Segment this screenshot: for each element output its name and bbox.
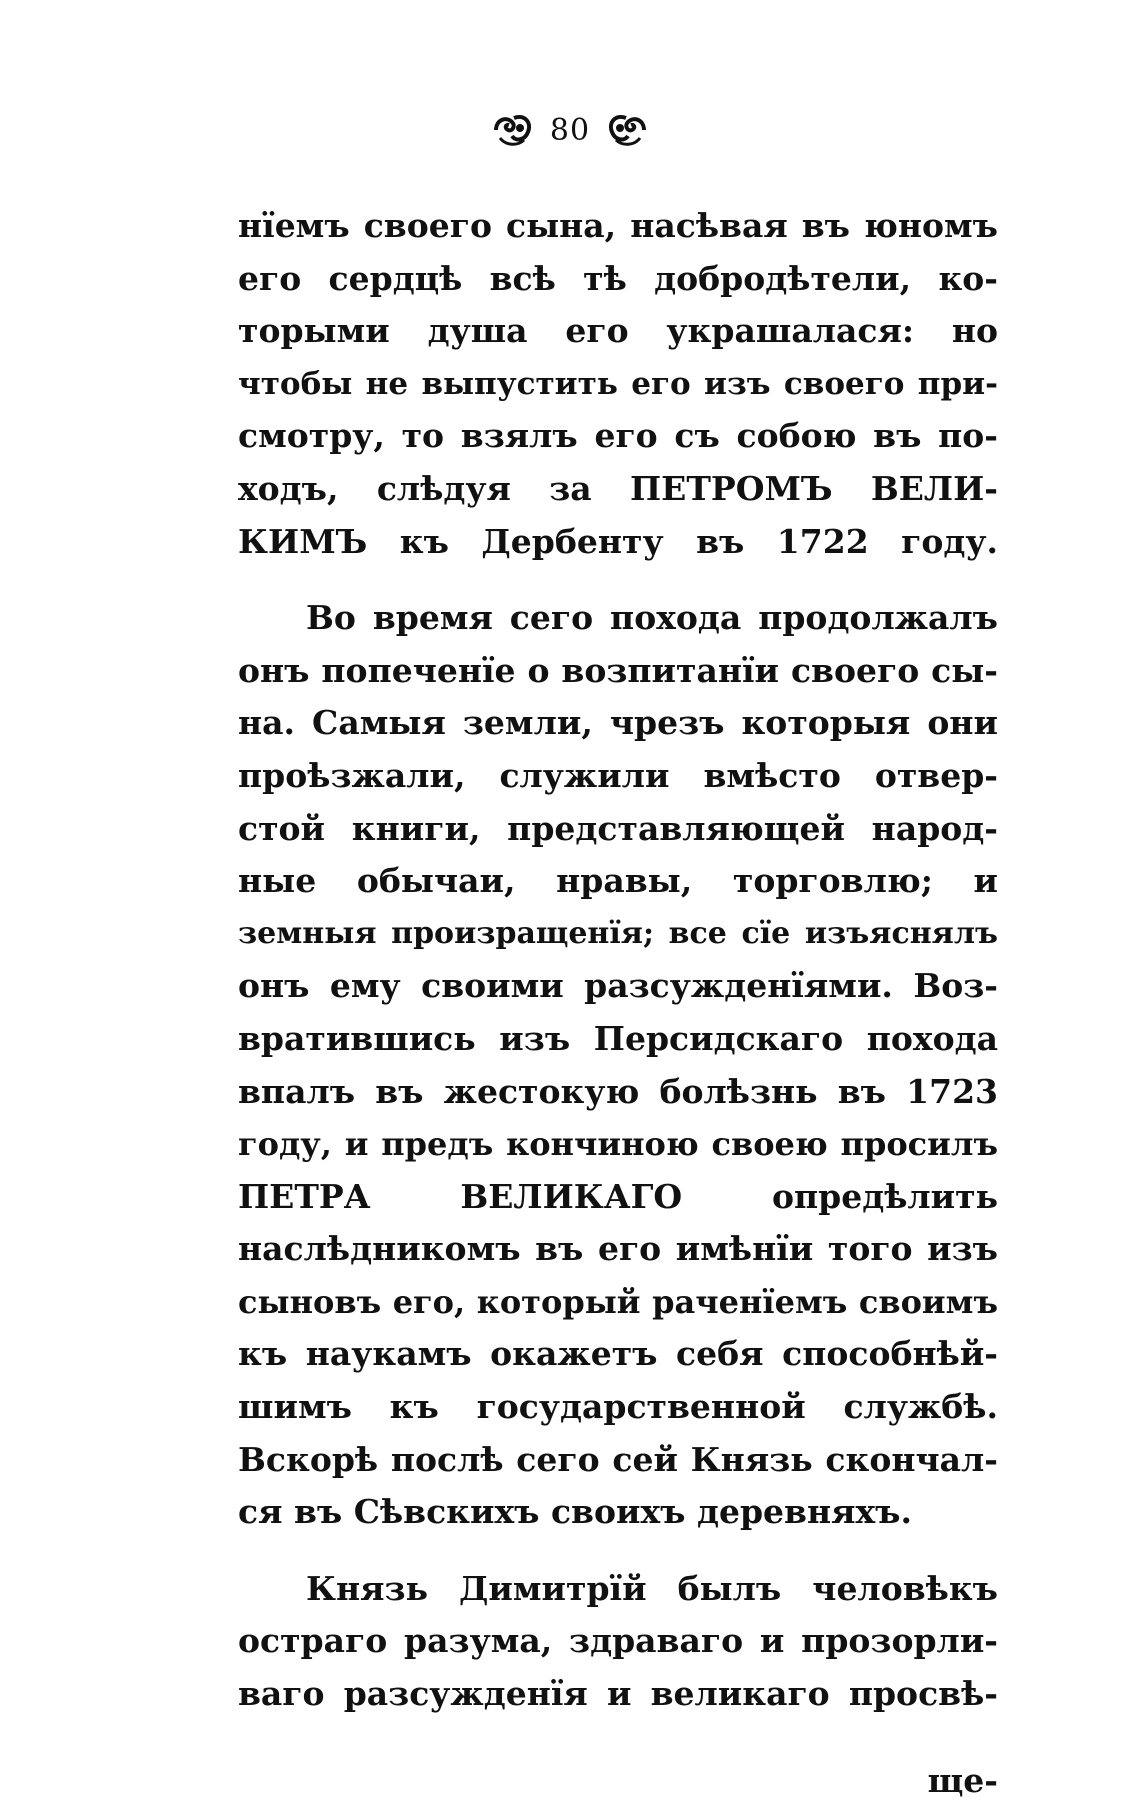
body-text: [238, 200, 998, 1807]
text-line: чтобы не выпустить его изъ своего при-: [238, 365, 998, 402]
text-line: нїемъ своего сына, насѣвая въ юномъ: [238, 206, 998, 245]
text-line: вратившись изъ Персидскаго похода: [238, 1018, 998, 1058]
text-line: ходъ, слѣдуя за ПЕТРОМЪ ВЕЛИ-: [238, 468, 998, 508]
text-line: Князь Димитрїй былъ человѣкъ: [306, 1568, 998, 1608]
text-line: остраго разума, здраваго и прозорли-: [238, 1621, 998, 1661]
text-line: КИМЪ къ Дербенту въ 1722 году.: [238, 521, 998, 561]
right-ornament-icon: [604, 110, 650, 150]
text-line: онъ ему своими разсужденїями. Воз-: [238, 966, 998, 1006]
text-line: на. Самыя земли, чрезъ которыя они: [238, 703, 998, 743]
text-line: шимъ къ государственной службѣ.: [238, 1387, 998, 1427]
text-line: ПЕТРА ВЕЛИКАГО опредѣлить: [238, 1176, 998, 1216]
text-line: ваго разсужденїя и великаго просвѣ-: [238, 1674, 998, 1714]
text-line: впалъ въ жестокую болѣзнь въ 1723: [238, 1071, 998, 1111]
text-line: году, и предъ кончиною своею просилъ: [238, 1125, 998, 1164]
text-line: торыми душа его украшалася: но: [238, 311, 998, 351]
paragraph: [238, 592, 998, 1539]
text-line: Во время сего похода продолжалъ: [306, 598, 998, 638]
text-line: онъ попеченїе о возпитанїи своего сы-: [238, 650, 998, 690]
text-line: его сердцѣ всѣ тѣ добродѣтели, ко-: [238, 258, 998, 298]
text-line: земныя произращенїя; все сїе изъяснялъ: [238, 915, 998, 951]
text-line: къ наукамъ окажетъ себя способнѣй-: [238, 1334, 998, 1374]
paragraph: [238, 1563, 998, 1721]
page-header: [0, 108, 1140, 152]
text-line: ные обычаи, нравы, торговлю; и: [238, 861, 998, 901]
page-number: 80: [549, 112, 591, 148]
text-line: проѣзжали, служили вмѣсто отвер-: [238, 755, 998, 795]
text-line: ся въ Сѣвскихъ своихъ деревняхъ.: [238, 1492, 912, 1532]
text-line: Вскорѣ послѣ сего сей Князь скончал-: [238, 1439, 998, 1479]
text-line: смотру, то взялъ его съ собою въ по-: [238, 416, 998, 456]
catchword: ще-: [927, 1760, 998, 1800]
text-line: сыновъ его, который раченїемъ своимъ: [238, 1282, 998, 1321]
paragraph: [238, 200, 998, 568]
left-ornament-icon: [490, 110, 536, 150]
text-line: наслѣдникомъ въ его имѣнїи того изъ: [238, 1229, 998, 1269]
text-line: стой книги, представляющей народ-: [238, 808, 998, 848]
